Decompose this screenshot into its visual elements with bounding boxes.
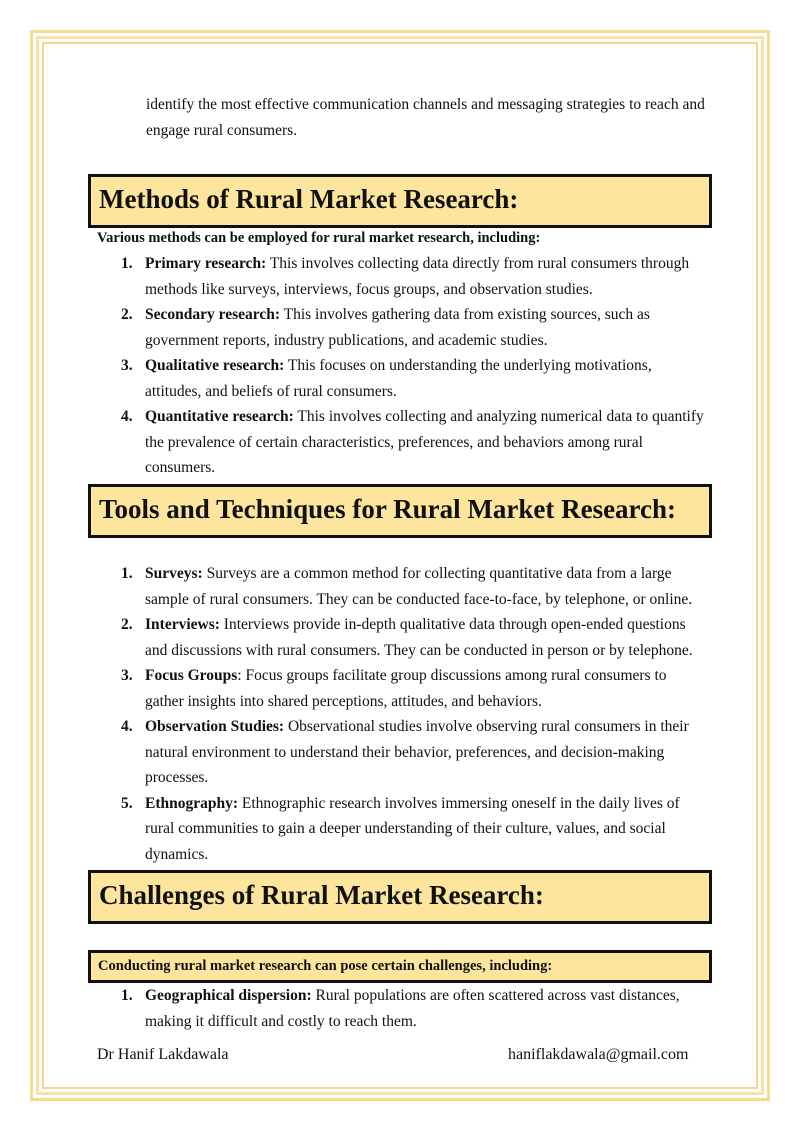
list-number: 2. bbox=[121, 616, 133, 633]
list-text: Interviews provide in-depth qualitative data through open-ended questions and discussions with rural consumers. They can be conducted in person or by telephone. bbox=[145, 616, 693, 659]
list-text: This involves collecting data directly from rural consumers through methods like surveys, interviews, focus groups, and observation studies. bbox=[145, 255, 690, 298]
list-item bbox=[97, 353, 707, 404]
list-text: This focuses on understanding the underlying motivations, attitudes, and beliefs of rural consumers. bbox=[145, 357, 652, 400]
list-item bbox=[97, 791, 707, 868]
tools-heading-box bbox=[88, 484, 712, 538]
challenges-heading: Challenges of Rural Market Research: bbox=[99, 880, 544, 910]
list-item bbox=[97, 561, 707, 612]
list-term: Qualitative research: bbox=[145, 357, 285, 374]
list-term: Ethnography: bbox=[145, 794, 239, 812]
list-text: This involves collecting and analyzing numerical data to quantify the prevalence of certain characteristics, preferences, and behaviors among rural consumers. bbox=[145, 408, 704, 476]
methods-heading: Methods of Rural Market Research: bbox=[99, 184, 519, 214]
list-term: Surveys: bbox=[145, 565, 203, 582]
list-text: Observational studies involve observing rural consumers in their natural environment to understand their behavior, preferences, and decision-making processes. bbox=[145, 718, 689, 786]
list-text: This involves gathering data from existing sources, such as government reports, industry publications, and academic studies. bbox=[145, 306, 650, 349]
list-number: 4. bbox=[121, 408, 133, 425]
list-text: Surveys are a common method for collecting quantitative data from a large sample of rural consumers. They can be conducted face-to-face, by telephone, or online. bbox=[145, 565, 693, 608]
challenges-list bbox=[97, 983, 707, 1034]
list-term: Observation Studies: bbox=[145, 718, 285, 735]
list-text: : Focus groups facilitate group discussions among rural consumers to gather insights into shared perceptions, attitudes, and behaviors. bbox=[145, 667, 667, 710]
challenges-intro-box bbox=[88, 950, 712, 983]
methods-heading-box bbox=[88, 174, 712, 228]
list-item bbox=[97, 612, 707, 663]
methods-list bbox=[97, 251, 707, 481]
list-term: Primary research: bbox=[145, 255, 267, 272]
footer-author: Dr Hanif Lakdawala bbox=[97, 1046, 229, 1063]
list-item bbox=[97, 714, 707, 791]
list-text: Ethnographic research involves immersing oneself in the daily lives of rural communities to gain a deeper understanding of their culture, values, and social dynamics. bbox=[145, 794, 680, 863]
tools-list bbox=[97, 561, 707, 867]
list-item bbox=[97, 663, 707, 714]
list-number: 4. bbox=[121, 718, 133, 735]
list-term: Secondary research: bbox=[145, 306, 281, 323]
list-item bbox=[97, 404, 707, 481]
list-term: Focus Groups bbox=[145, 667, 238, 684]
intro-paragraph: identify the most effective communication channels and messaging strategies to reach and engage rural consumers. bbox=[146, 96, 705, 139]
list-number: 1. bbox=[121, 255, 133, 272]
list-item bbox=[97, 251, 707, 302]
list-term: Interviews: bbox=[145, 616, 220, 633]
list-number: 3. bbox=[121, 667, 133, 684]
list-number: 1. bbox=[121, 565, 133, 582]
footer-email: haniflakdawala@gmail.com bbox=[508, 1046, 689, 1063]
challenges-intro: Conducting rural market research can pose certain challenges, including: bbox=[98, 958, 553, 974]
list-number: 2. bbox=[121, 306, 133, 323]
list-number: 5. bbox=[121, 794, 133, 812]
list-number: 3. bbox=[121, 357, 133, 374]
challenges-heading-box bbox=[88, 870, 712, 924]
tools-heading: Tools and Techniques for Rural Market Research: bbox=[99, 494, 677, 524]
list-item bbox=[97, 983, 707, 1034]
list-number: 1. bbox=[121, 987, 133, 1004]
list-term: Quantitative research: bbox=[145, 408, 294, 425]
list-term: Geographical dispersion: bbox=[145, 987, 312, 1004]
methods-intro: Various methods can be employed for rural market research, including: bbox=[97, 230, 541, 246]
list-text: Rural populations are often scattered across vast distances, making it difficult and costly to reach them. bbox=[145, 987, 680, 1030]
list-item bbox=[97, 302, 707, 353]
